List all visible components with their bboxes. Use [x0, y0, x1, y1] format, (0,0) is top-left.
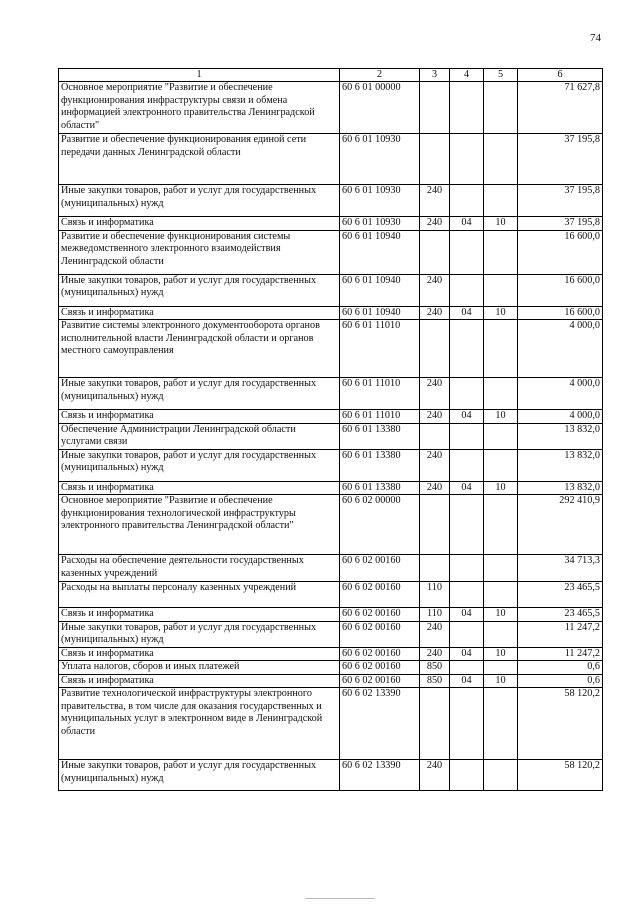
- row-code-cell: 60 6 01 13380: [340, 449, 420, 481]
- table-row: [59, 449, 603, 481]
- row-col3-cell: 240: [420, 760, 450, 791]
- row-col4-cell: [450, 621, 484, 647]
- row-sum-cell: 23 465,5: [518, 582, 603, 608]
- row-sum-cell: 16 600,0: [518, 274, 603, 306]
- row-col5-cell: [484, 555, 518, 582]
- row-col4-cell: [450, 582, 484, 608]
- table-row: [59, 582, 603, 608]
- table-row: [59, 306, 603, 320]
- row-col4-cell: 04: [450, 674, 484, 688]
- table-row: [59, 185, 603, 217]
- row-code-cell: 60 6 02 13390: [340, 760, 420, 791]
- row-code-cell: 60 6 01 00000: [340, 82, 420, 134]
- row-col4-cell: [450, 320, 484, 378]
- row-sum-cell: 0,6: [518, 661, 603, 675]
- header-cell-5: 5: [484, 69, 518, 82]
- row-col5-cell: 10: [484, 674, 518, 688]
- table-row: [59, 274, 603, 306]
- table-row: [59, 378, 603, 410]
- row-col3-cell: [420, 555, 450, 582]
- row-col4-cell: [450, 423, 484, 449]
- row-col5-cell: [484, 621, 518, 647]
- row-name-cell: Связь и информатика: [59, 608, 340, 622]
- row-col3-cell: 240: [420, 410, 450, 424]
- row-sum-cell: 13 832,0: [518, 481, 603, 495]
- row-col3-cell: [420, 82, 450, 134]
- row-col4-cell: [450, 555, 484, 582]
- row-code-cell: 60 6 02 00160: [340, 555, 420, 582]
- row-col4-cell: [450, 760, 484, 791]
- row-col5-cell: [484, 230, 518, 274]
- row-sum-cell: 16 600,0: [518, 306, 603, 320]
- row-col4-cell: [450, 495, 484, 555]
- row-name-cell: Иные закупки товаров, работ и услуг для государственных (муниципальных) нужд: [59, 449, 340, 481]
- row-name-cell: Связь и информатика: [59, 674, 340, 688]
- row-col5-cell: [484, 134, 518, 185]
- table-row: [59, 134, 603, 185]
- row-col5-cell: [484, 449, 518, 481]
- row-name-cell: Основное мероприятие "Развитие и обеспечение функционирования технологической инфраструктуры электронного правительства Ленинградской области": [59, 495, 340, 555]
- row-code-cell: 60 6 02 00160: [340, 647, 420, 661]
- row-sum-cell: 4 000,0: [518, 410, 603, 424]
- table-row: [59, 82, 603, 134]
- table-row: [59, 217, 603, 231]
- row-col5-cell: [484, 320, 518, 378]
- row-col3-cell: 110: [420, 608, 450, 622]
- row-code-cell: 60 6 01 10930: [340, 185, 420, 217]
- table-row: [59, 608, 603, 622]
- row-name-cell: Расходы на выплаты персоналу казенных учреждений: [59, 582, 340, 608]
- row-sum-cell: 0,6: [518, 674, 603, 688]
- row-col3-cell: 240: [420, 647, 450, 661]
- row-col4-cell: [450, 688, 484, 760]
- row-name-cell: Расходы на обеспечение деятельности государственных казенных учреждений: [59, 555, 340, 582]
- row-col4-cell: 04: [450, 410, 484, 424]
- row-sum-cell: 23 465,5: [518, 608, 603, 622]
- row-col3-cell: [420, 495, 450, 555]
- table-row: [59, 661, 603, 675]
- row-code-cell: 60 6 02 00000: [340, 495, 420, 555]
- row-name-cell: Иные закупки товаров, работ и услуг для государственных (муниципальных) нужд: [59, 274, 340, 306]
- row-col4-cell: [450, 449, 484, 481]
- table-row: [59, 760, 603, 791]
- row-sum-cell: 37 195,8: [518, 217, 603, 231]
- row-col4-cell: 04: [450, 306, 484, 320]
- table-row: [59, 647, 603, 661]
- row-sum-cell: 11 247,2: [518, 621, 603, 647]
- row-sum-cell: 58 120,2: [518, 760, 603, 791]
- table-row: [59, 410, 603, 424]
- table-header-row: [59, 69, 603, 82]
- row-sum-cell: 16 600,0: [518, 230, 603, 274]
- row-col5-cell: [484, 582, 518, 608]
- row-sum-cell: 4 000,0: [518, 378, 603, 410]
- row-name-cell: Иные закупки товаров, работ и услуг для государственных (муниципальных) нужд: [59, 621, 340, 647]
- row-col3-cell: 240: [420, 274, 450, 306]
- row-col5-cell: [484, 661, 518, 675]
- row-name-cell: Развитие технологической инфраструктуры электронного правительства, в том числе для оказания государственных и муниципальных услуг в электронном виде в Ленинградской области: [59, 688, 340, 760]
- row-name-cell: Обеспечение Администрации Ленинградской области услугами связи: [59, 423, 340, 449]
- row-col4-cell: 04: [450, 217, 484, 231]
- row-col3-cell: 240: [420, 378, 450, 410]
- row-name-cell: Иные закупки товаров, работ и услуг для государственных (муниципальных) нужд: [59, 760, 340, 791]
- row-col4-cell: 04: [450, 481, 484, 495]
- row-col5-cell: 10: [484, 410, 518, 424]
- row-name-cell: Иные закупки товаров, работ и услуг для государственных (муниципальных) нужд: [59, 185, 340, 217]
- row-col3-cell: 110: [420, 582, 450, 608]
- row-name-cell: Развитие системы электронного документооборота органов исполнительной власти Ленинградской области и органов местного самоуправления: [59, 320, 340, 378]
- row-name-cell: Связь и информатика: [59, 306, 340, 320]
- row-sum-cell: 71 627,8: [518, 82, 603, 134]
- table-row: [59, 495, 603, 555]
- row-col4-cell: [450, 230, 484, 274]
- budget-table: [58, 68, 603, 791]
- header-cell-4: 4: [450, 69, 484, 82]
- row-sum-cell: 13 832,0: [518, 423, 603, 449]
- row-col3-cell: 240: [420, 306, 450, 320]
- row-sum-cell: 11 247,2: [518, 647, 603, 661]
- row-code-cell: 60 6 02 13390: [340, 688, 420, 760]
- row-code-cell: 60 6 02 00160: [340, 608, 420, 622]
- row-name-cell: Уплата налогов, сборов и иных платежей: [59, 661, 340, 675]
- row-sum-cell: 292 410,9: [518, 495, 603, 555]
- row-col5-cell: [484, 274, 518, 306]
- row-col3-cell: 240: [420, 481, 450, 495]
- row-col3-cell: 240: [420, 621, 450, 647]
- row-col3-cell: [420, 688, 450, 760]
- table-row: [59, 423, 603, 449]
- table-row: [59, 674, 603, 688]
- row-col3-cell: [420, 320, 450, 378]
- row-code-cell: 60 6 02 00160: [340, 661, 420, 675]
- row-col4-cell: [450, 661, 484, 675]
- header-cell-1: 1: [59, 69, 340, 82]
- row-name-cell: Связь и информатика: [59, 217, 340, 231]
- row-col3-cell: [420, 423, 450, 449]
- table-row: [59, 688, 603, 760]
- row-col4-cell: [450, 378, 484, 410]
- row-code-cell: 60 6 01 10930: [340, 134, 420, 185]
- row-col3-cell: 240: [420, 449, 450, 481]
- row-name-cell: Связь и информатика: [59, 410, 340, 424]
- row-code-cell: 60 6 01 10930: [340, 217, 420, 231]
- row-code-cell: 60 6 01 11010: [340, 320, 420, 378]
- row-col5-cell: [484, 495, 518, 555]
- row-sum-cell: 37 195,8: [518, 134, 603, 185]
- row-code-cell: 60 6 01 13380: [340, 423, 420, 449]
- row-code-cell: 60 6 01 10940: [340, 230, 420, 274]
- row-name-cell: Связь и информатика: [59, 481, 340, 495]
- row-col3-cell: 850: [420, 674, 450, 688]
- row-col3-cell: 240: [420, 185, 450, 217]
- row-col4-cell: [450, 134, 484, 185]
- header-cell-6: 6: [518, 69, 603, 82]
- row-col5-cell: [484, 185, 518, 217]
- row-sum-cell: 4 000,0: [518, 320, 603, 378]
- row-col3-cell: [420, 230, 450, 274]
- row-code-cell: 60 6 02 00160: [340, 674, 420, 688]
- row-code-cell: 60 6 02 00160: [340, 582, 420, 608]
- row-col4-cell: [450, 274, 484, 306]
- row-col5-cell: [484, 378, 518, 410]
- row-col4-cell: [450, 185, 484, 217]
- row-col4-cell: 04: [450, 647, 484, 661]
- row-col3-cell: [420, 134, 450, 185]
- row-sum-cell: 13 832,0: [518, 449, 603, 481]
- row-col5-cell: 10: [484, 306, 518, 320]
- table-row: [59, 320, 603, 378]
- row-col5-cell: 10: [484, 481, 518, 495]
- row-code-cell: 60 6 01 11010: [340, 378, 420, 410]
- header-cell-3: 3: [420, 69, 450, 82]
- row-col4-cell: [450, 82, 484, 134]
- row-code-cell: 60 6 01 10940: [340, 306, 420, 320]
- row-name-cell: Развитие и обеспечение функционирования единой сети передачи данных Ленинградской области: [59, 134, 340, 185]
- header-cell-2: 2: [340, 69, 420, 82]
- row-col5-cell: [484, 82, 518, 134]
- row-code-cell: 60 6 01 13380: [340, 481, 420, 495]
- row-col5-cell: [484, 760, 518, 791]
- row-name-cell: Связь и информатика: [59, 647, 340, 661]
- row-col5-cell: 10: [484, 217, 518, 231]
- page-number: 74: [590, 32, 601, 44]
- row-code-cell: 60 6 02 00160: [340, 621, 420, 647]
- table-row: [59, 230, 603, 274]
- table-row: [59, 621, 603, 647]
- row-col5-cell: 10: [484, 647, 518, 661]
- row-col3-cell: 240: [420, 217, 450, 231]
- table-row: [59, 555, 603, 582]
- row-sum-cell: 58 120,2: [518, 688, 603, 760]
- row-sum-cell: 34 713,3: [518, 555, 603, 582]
- row-col5-cell: [484, 423, 518, 449]
- row-col5-cell: 10: [484, 608, 518, 622]
- row-col3-cell: 850: [420, 661, 450, 675]
- row-sum-cell: 37 195,8: [518, 185, 603, 217]
- scan-artifact-line: [305, 898, 375, 899]
- table-body: [59, 69, 603, 791]
- row-name-cell: Развитие и обеспечение функционирования системы межведомственного электронного взаимодействия Ленинградской области: [59, 230, 340, 274]
- row-name-cell: Основное мероприятие "Развитие и обеспечение функционирования инфраструктуры связи и обмена информацией электронного правительства Ленинградской области": [59, 82, 340, 134]
- row-code-cell: 60 6 01 11010: [340, 410, 420, 424]
- row-col4-cell: 04: [450, 608, 484, 622]
- table-row: [59, 481, 603, 495]
- row-col5-cell: [484, 688, 518, 760]
- row-name-cell: Иные закупки товаров, работ и услуг для государственных (муниципальных) нужд: [59, 378, 340, 410]
- row-code-cell: 60 6 01 10940: [340, 274, 420, 306]
